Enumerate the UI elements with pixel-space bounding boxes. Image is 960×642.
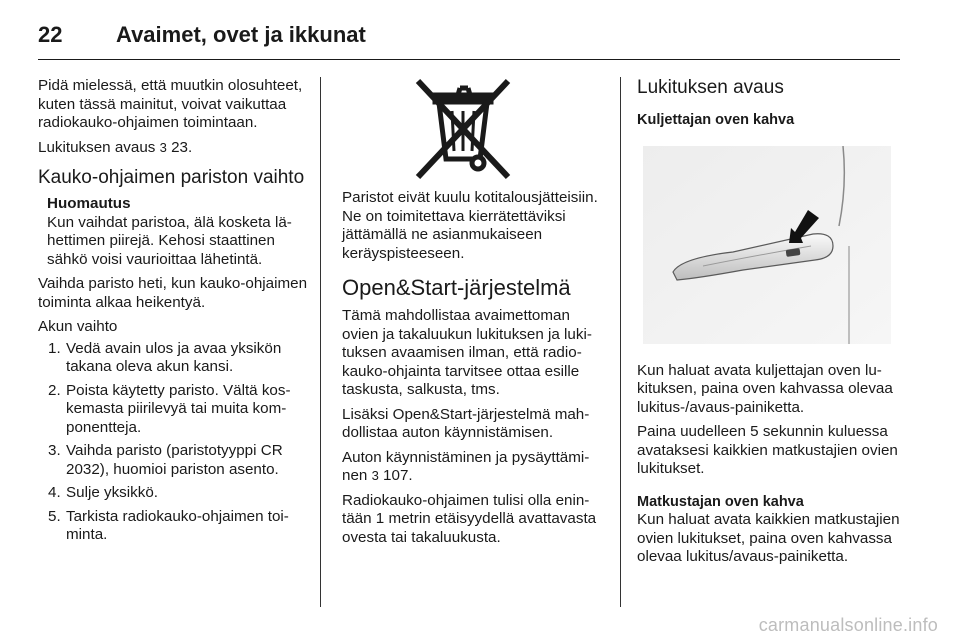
- cross-reference-text: Lukituksen avaus: [38, 138, 156, 156]
- section-heading-unlocking: Lukituksen avaus: [637, 77, 784, 98]
- crossed-out-bin-icon: [408, 77, 518, 183]
- column-divider-1: [320, 77, 321, 607]
- column-divider-2: [620, 77, 621, 607]
- section-heading-open-start: Open&Start-järjestelmä: [342, 275, 571, 300]
- open-start-paragraph-2: Lisäksi Open&Start-järjestelmä mahdollistaa auton käynnistämisen.: [342, 405, 590, 441]
- step-text: Vaihda paristo (paristotyyppi CR 2032), huomioi pariston asento.: [66, 442, 283, 478]
- driver-handle-paragraph-2: Paina uudelleen 5 sekunnin kuluessa avataksesi kaikkien matkustajien ovien lukitukset.: [637, 423, 898, 477]
- step-number: 1.: [48, 339, 61, 357]
- driver-handle-paragraph-1: Kun haluat avata kuljettajan oven lukituksen, paina oven kahvassa olevaa lukitus-/avaus-painiketta.: [637, 361, 893, 416]
- door-handle-photo: [643, 146, 891, 344]
- battery-paragraph: Vaihda paristo heti, kun kauko-ohjaimen toiminta alkaa heikentyä.: [38, 275, 308, 311]
- section-heading-battery: Kauko-ohjaimen pariston vaihto: [38, 167, 305, 188]
- cross-reference-page[interactable]: 107.: [383, 467, 413, 484]
- step-number: 2.: [48, 381, 61, 399]
- step-text: Sulje yksikkö.: [66, 484, 159, 501]
- open-start-paragraph-4: Radiokauko-ohjaimen tulisi olla enintään 1 metrin etäisyydellä avattavasta ovesta tai takaluukusta.: [342, 491, 597, 546]
- steps-intro: Akun vaihto: [38, 318, 118, 335]
- list-item: [38, 508, 310, 545]
- steps-list: [38, 340, 310, 545]
- bin-caption: Paristot eivät kuulu kotitalousjätteisiin. Ne on toimitettava kierrätettäviksi jättämällä ne asianmukaiseen keräyspisteeseen.: [342, 189, 598, 262]
- column-1: [38, 77, 310, 550]
- intro-paragraph: Pidä mielessä, että muutkin olosuhteet, kuten tässä mainitut, voivat vaikuttaa radiokauko-ohjaimen toimintaan.: [38, 77, 303, 131]
- subheading-driver-handle: Kuljettajan oven kahva: [637, 112, 795, 128]
- list-item: [38, 442, 310, 479]
- step-text: Poista käytetty paristo. Vältä koskemasta piirilevyä tai muita komponentteja.: [66, 381, 291, 436]
- chapter-title: Avaimet, ovet ja ikkunat: [116, 22, 366, 47]
- step-number: 3.: [48, 442, 61, 459]
- page-number: 22: [38, 22, 63, 47]
- reference-arrow-icon: 3: [371, 468, 379, 483]
- step-number: 4.: [48, 484, 61, 501]
- cross-reference-page[interactable]: 23.: [171, 138, 193, 156]
- note-title: Huomautus: [47, 195, 131, 212]
- cross-reference-text: Auton käynnistäminen ja pysäyttäminen: [342, 448, 590, 484]
- cross-reference: [38, 139, 310, 158]
- note-text: Kun vaihdat paristoa, älä kosketa lähettimen piirejä. Kehosi staattinen sähkö voisi vaurioittaa lähetintä.: [47, 213, 292, 268]
- reference-arrow-icon: 3: [159, 139, 167, 155]
- cross-reference-start: [342, 449, 608, 486]
- column-2: [342, 77, 608, 553]
- subheading-passenger-handle: Matkustajan oven kahva: [637, 493, 804, 510]
- note-box: [47, 195, 310, 269]
- watermark: carmanualsonline.info: [758, 615, 938, 635]
- passenger-handle-paragraph: Kun haluat avata kaikkien matkustajien ovien lukitukset, paina oven kahvassa olevaa lukitus/avaus-painiketta.: [637, 511, 900, 565]
- step-text: Tarkista radiokauko-ohjaimen toiminta.: [66, 507, 289, 543]
- list-item: [38, 340, 310, 377]
- header-rule: [38, 59, 900, 60]
- step-number: 5.: [48, 507, 61, 525]
- list-item: [38, 484, 310, 503]
- column-3: [637, 77, 903, 573]
- open-start-paragraph-1: Tämä mahdollistaa avaimettoman ovien ja takaluukun lukituksen ja lukituksen avaamisen ilman, että radiokauko-ohjainta tarvitsee ottaa esille taskusta, salkusta, tms.: [342, 307, 592, 398]
- list-item: [38, 382, 310, 438]
- step-text: Vedä avain ulos ja avaa yksikön takana oleva akun kansi.: [66, 339, 282, 375]
